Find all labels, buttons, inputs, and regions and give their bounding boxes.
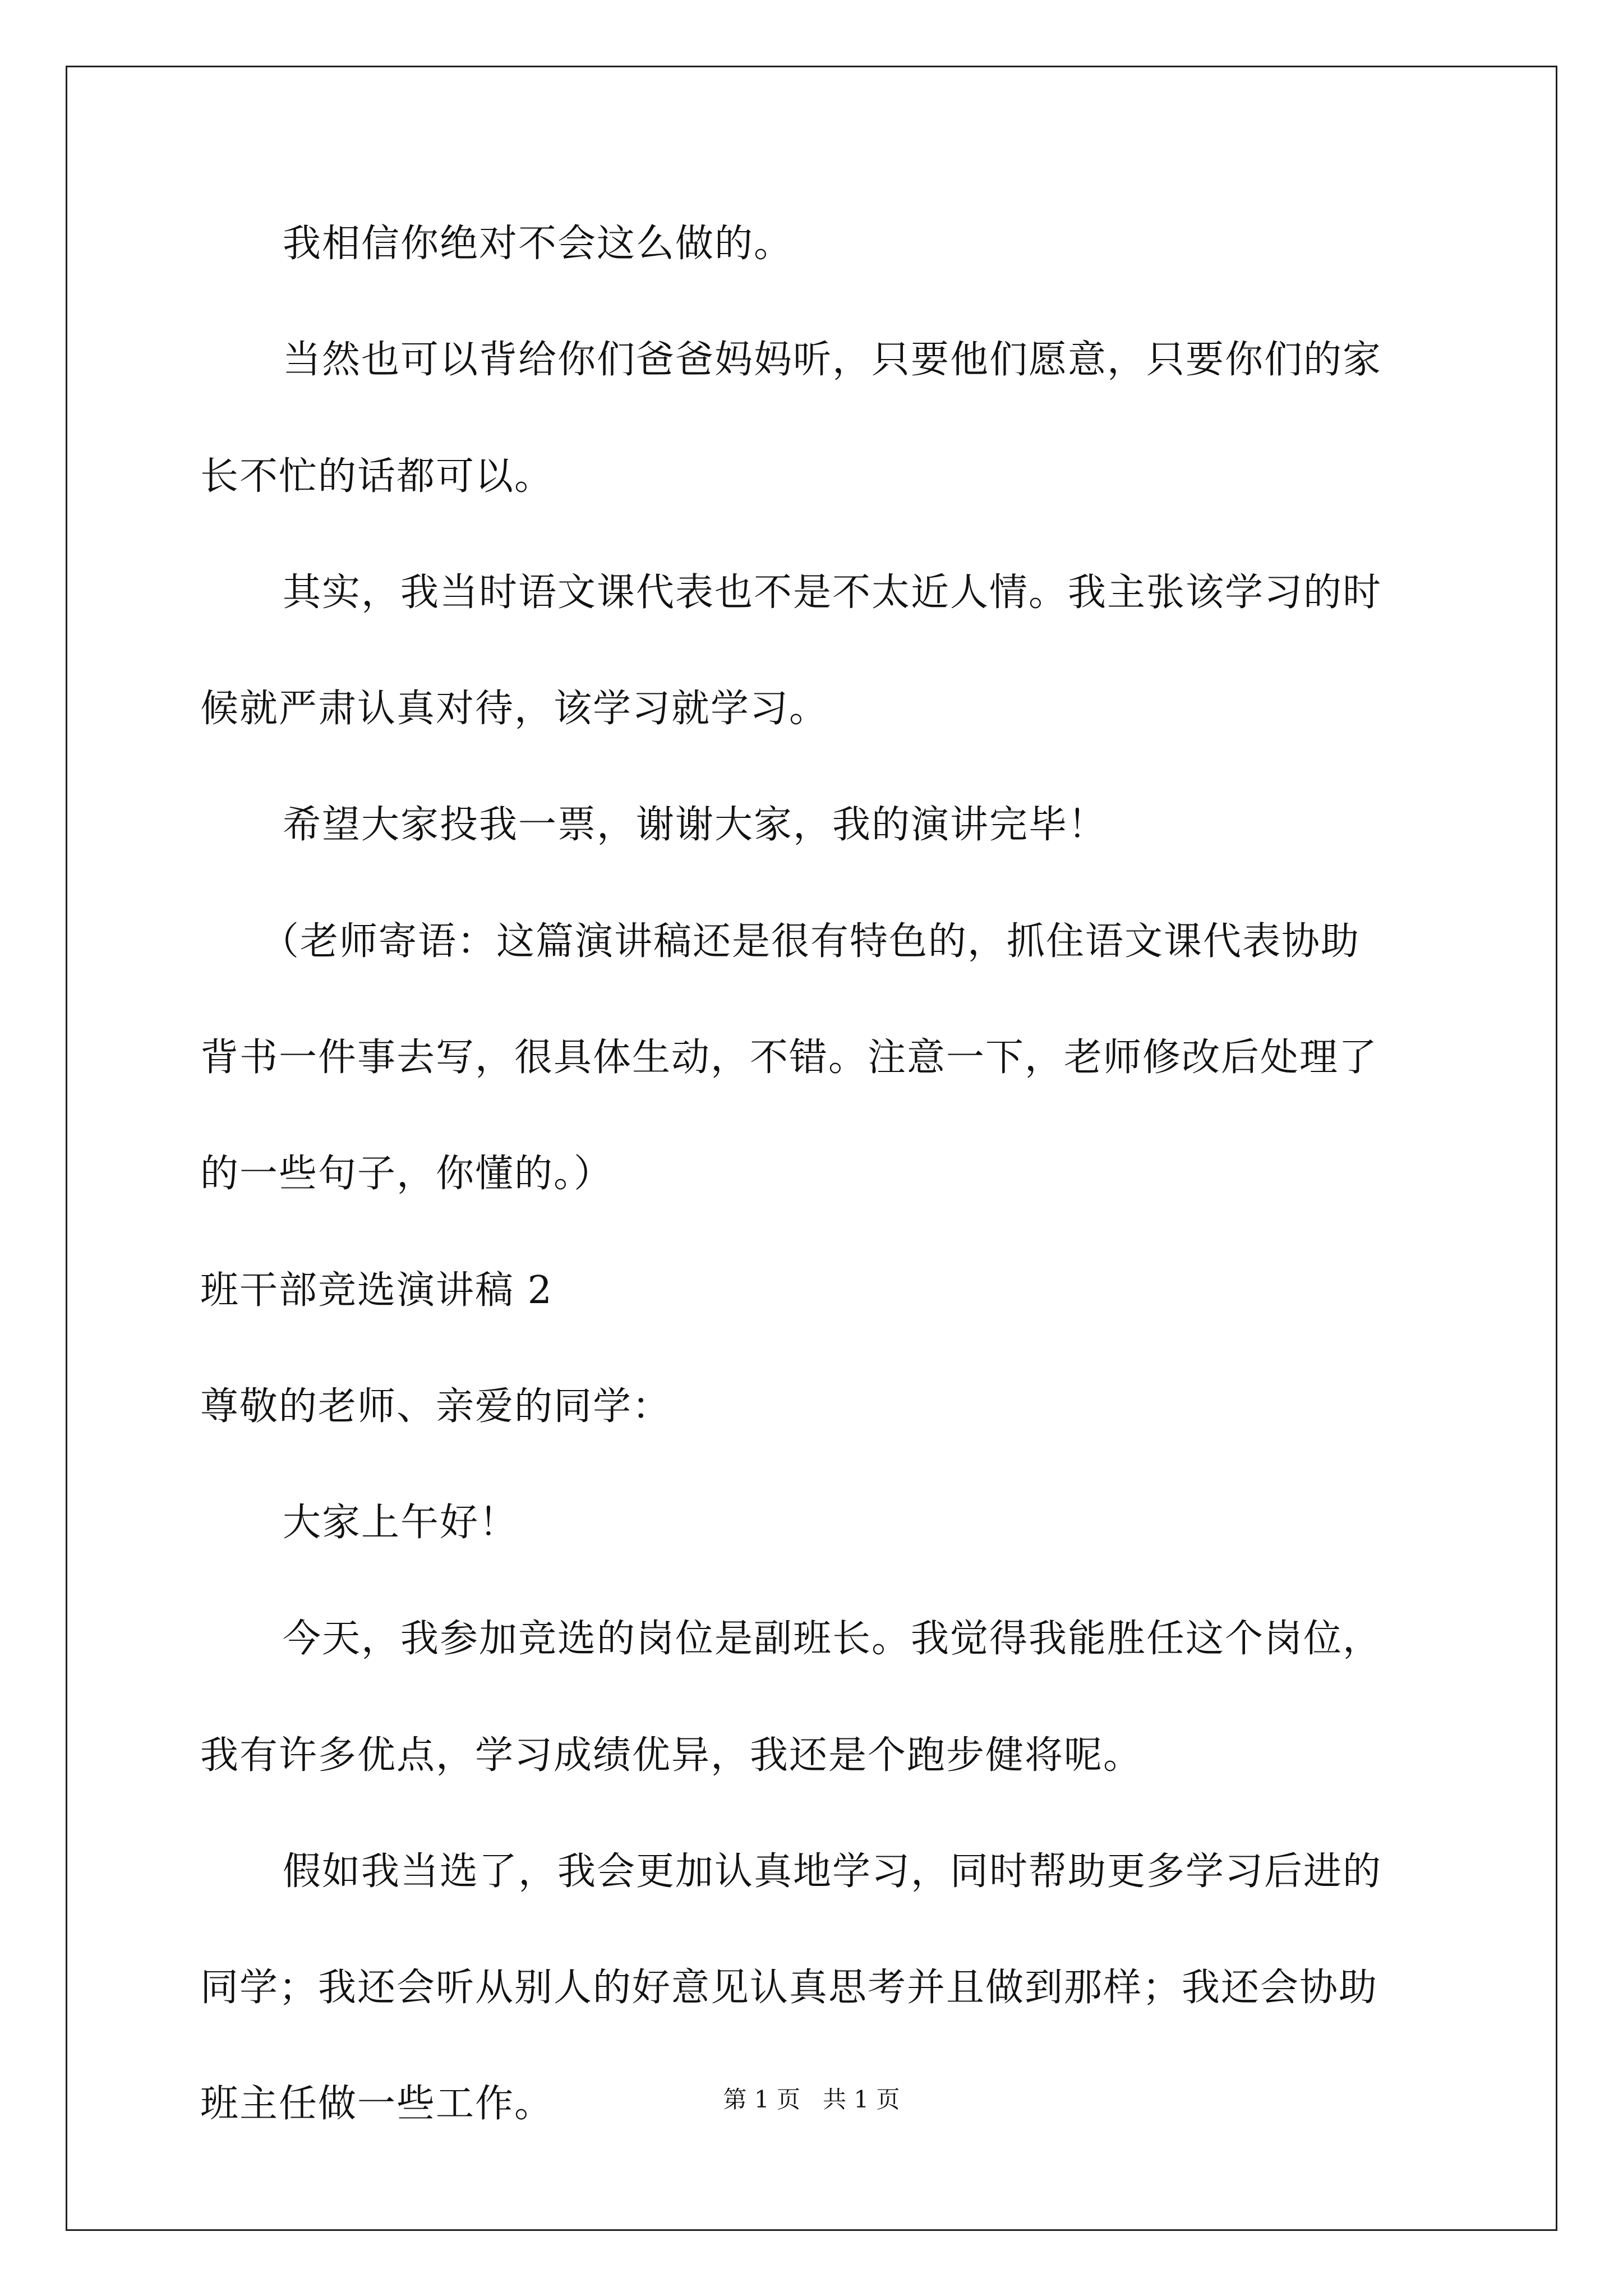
paragraph-line: 班主任做一些工作。: [200, 2082, 554, 2126]
paragraph-line: 假如我当选了，我会更加认真地学习，同时帮助更多学习后进的: [283, 1849, 1382, 1894]
paragraph-line: 的一些句子，你懂的。）: [200, 1152, 614, 1196]
paragraph-line: 背书一件事去写，很具体生动，不错。注意一下，老师修改后处理了: [200, 1036, 1378, 1080]
paragraph-line: 候就严肃认真对待，该学习就学习。: [200, 687, 829, 731]
paragraph-line: 我相信你绝对不会这么做的。: [283, 222, 794, 266]
paragraph-line: 今天，我参加竞选的岗位是副班长。我觉得我能胜任这个岗位，: [283, 1617, 1382, 1661]
paragraph-line: 希望大家投我一票，谢谢大家，我的演讲完毕！: [283, 803, 1108, 847]
page-border: [66, 66, 1557, 2231]
paragraph-line: 当然也可以背给你们爸爸妈妈听，只要他们愿意，只要你们的家: [283, 338, 1382, 382]
paragraph-line: （老师寄语：这篇演讲稿还是很有特色的，抓住语文课代表协助: [261, 919, 1361, 964]
paragraph-line: 长不忙的话都可以。: [200, 454, 554, 499]
salutation: 尊敬的老师、亲爱的同学：: [200, 1384, 672, 1429]
paragraph-line: 我有许多优点，学习成绩优异，我还是个跑步健将呢。: [200, 1733, 1143, 1778]
paragraph-line: 大家上午好！: [283, 1501, 519, 1545]
paragraph-line: 其实，我当时语文课代表也不是不太近人情。我主张该学习的时: [283, 570, 1382, 615]
paragraph-line: 同学；我还会听从别人的好意见认真思考并且做到那样；我还会协助: [200, 1966, 1378, 2010]
page-footer: 第 1 页 共 1 页: [723, 2086, 900, 2113]
section-heading: 班干部竞选演讲稿 2: [200, 1268, 553, 1313]
